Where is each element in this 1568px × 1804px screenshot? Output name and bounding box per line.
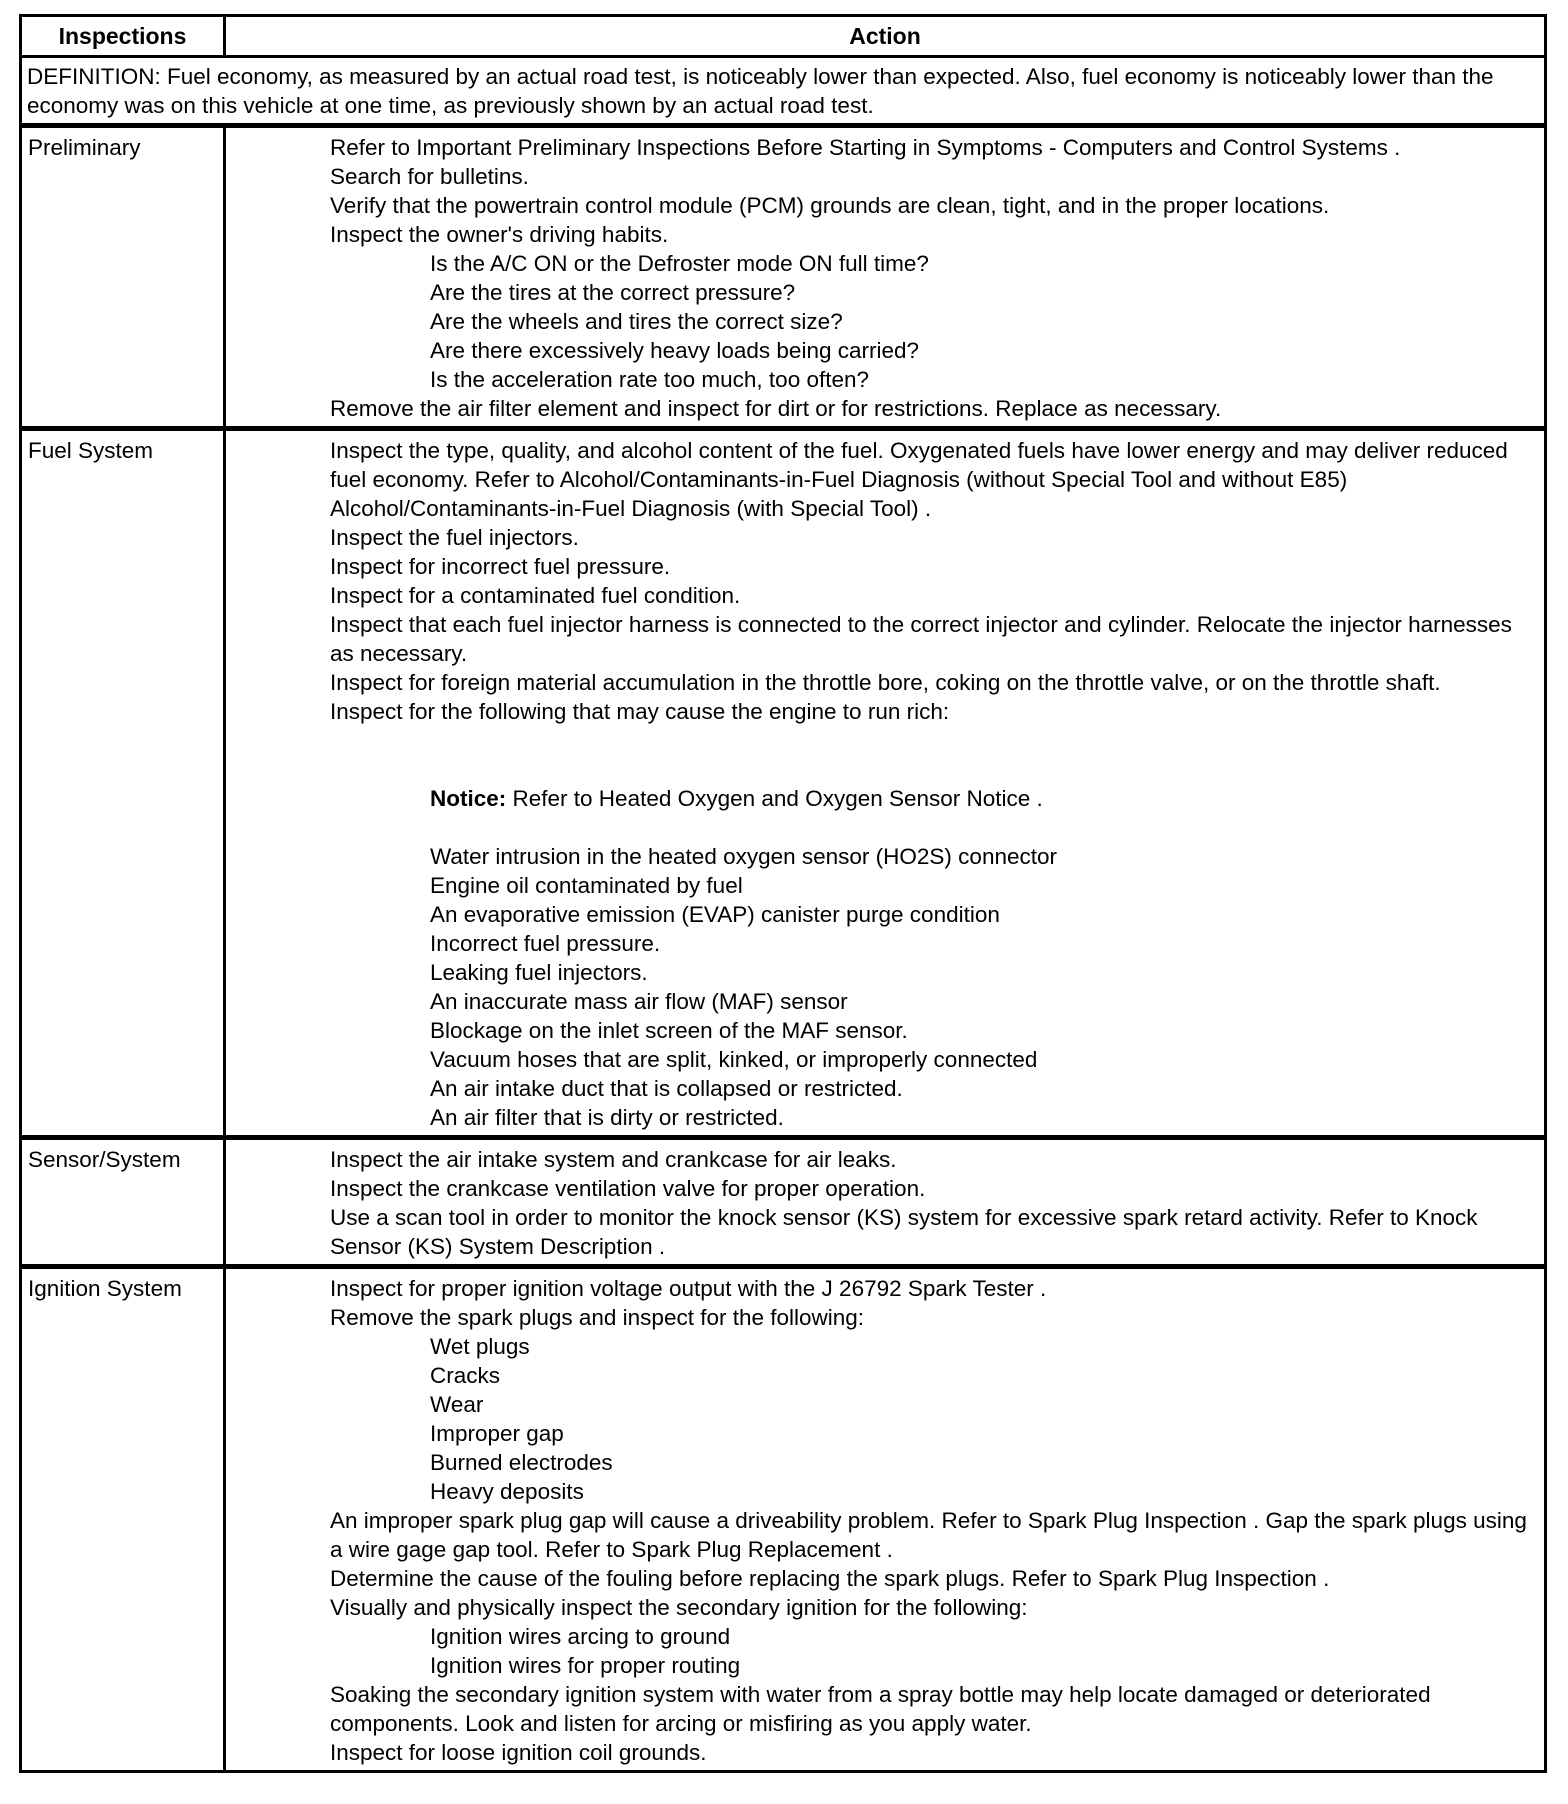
header-inspections: Inspections <box>21 16 225 57</box>
action-line: Inspect for foreign material accumulation in the throttle bore, coking on the throttle valve, or on the throttle shaft. <box>330 670 1441 695</box>
action-line: Refer to Important Preliminary Inspections Before Starting in Symptoms - Computers and Control Systems . <box>330 135 1401 160</box>
action-line: Remove the spark plugs and inspect for the following: <box>330 1305 865 1330</box>
definition-text: DEFINITION: Fuel economy, as measured by an actual road test, is noticeably lower than expected. Also, fuel economy is noticeably lower than the economy was on this vehicle at one time, as previously shown by an actual road test. <box>21 57 1546 126</box>
action-line: Inspect for a contaminated fuel condition. <box>330 583 741 608</box>
action-subline: Water intrusion in the heated oxygen sensor (HO2S) connector <box>430 844 1057 869</box>
action-line: An improper spark plug gap will cause a driveability problem. Refer to Spark Plug Inspection . Gap the spark plugs using a wire gage gap tool. Refer to Spark Plug Replacement . <box>330 1508 1527 1562</box>
action-line: Inspect the fuel injectors. <box>330 525 579 550</box>
notice <box>330 784 1540 813</box>
row-sensor-system <box>21 1138 1546 1267</box>
action-line: Use a scan tool in order to monitor the knock sensor (KS) system for excessive spark retard activity. Refer to Knock Sensor (KS) System Description . <box>330 1205 1478 1259</box>
action-subline: Ignition wires arcing to ground <box>430 1624 731 1649</box>
row-action-preliminary <box>225 126 1546 429</box>
action-subline: Blockage on the inlet screen of the MAF sensor. <box>430 1018 908 1043</box>
row-preliminary <box>21 126 1546 429</box>
action-subline: Improper gap <box>430 1421 564 1446</box>
action-subline: Heavy deposits <box>430 1479 584 1504</box>
action-subline: Is the acceleration rate too much, too often? <box>430 367 870 392</box>
header-row <box>21 16 1546 57</box>
row-fuel-system <box>21 429 1546 1138</box>
row-action-ignition-system <box>225 1267 1546 1772</box>
spacer <box>330 813 1540 842</box>
row-label-fuel-system: Fuel System <box>21 429 225 1138</box>
action-line: Inspect for incorrect fuel pressure. <box>330 554 671 579</box>
action-line: Inspect the owner's driving habits. <box>330 222 669 247</box>
action-subline: Leaking fuel injectors. <box>430 960 648 985</box>
diagnosis-table <box>19 14 1547 1773</box>
action-subline: Vacuum hoses that are split, kinked, or improperly connected <box>430 1047 1038 1072</box>
spacer <box>330 726 1540 784</box>
row-action-fuel-system <box>225 429 1546 1138</box>
action-subline: An air intake duct that is collapsed or restricted. <box>430 1076 903 1101</box>
action-line: Inspect the air intake system and crankcase for air leaks. <box>330 1147 897 1172</box>
notice-text: Refer to Heated Oxygen and Oxygen Sensor Notice . <box>506 786 1043 811</box>
action-line: Inspect for loose ignition coil grounds. <box>330 1740 707 1765</box>
row-ignition-system <box>21 1267 1546 1772</box>
header-action: Action <box>225 16 1546 57</box>
action-subline: Incorrect fuel pressure. <box>430 931 661 956</box>
action-line: Inspect for proper ignition voltage output with the J 26792 Spark Tester . <box>330 1276 1047 1301</box>
action-line: Inspect that each fuel injector harness is connected to the correct injector and cylinder. Relocate the injector harnesses as necessary. <box>330 612 1512 666</box>
action-line: Soaking the secondary ignition system with water from a spray bottle may help locate damaged or deteriorated components. Look and listen for arcing or misfiring as you apply water. <box>330 1682 1431 1736</box>
action-subline: An air filter that is dirty or restricted. <box>430 1105 784 1130</box>
action-subline: An inaccurate mass air flow (MAF) sensor <box>430 989 848 1014</box>
action-subline: Cracks <box>430 1363 501 1388</box>
action-subline: Is the A/C ON or the Defroster mode ON full time? <box>430 251 929 276</box>
action-subline: Are the tires at the correct pressure? <box>430 280 796 305</box>
action-line: Search for bulletins. <box>330 164 529 189</box>
action-line: Verify that the powertrain control module (PCM) grounds are clean, tight, and in the proper locations. <box>330 193 1330 218</box>
row-action-sensor-system <box>225 1138 1546 1267</box>
action-subline: Are the wheels and tires the correct size? <box>430 309 843 334</box>
row-label-ignition-system: Ignition System <box>21 1267 225 1772</box>
action-subline: Ignition wires for proper routing <box>430 1653 741 1678</box>
action-line: Determine the cause of the fouling before replacing the spark plugs. Refer to Spark Plug Inspection . <box>330 1566 1330 1591</box>
action-line: Visually and physically inspect the secondary ignition for the following: <box>330 1595 1028 1620</box>
action-line: Remove the air filter element and inspect for dirt or for restrictions. Replace as necessary. <box>330 396 1222 421</box>
action-subline: Wear <box>430 1392 484 1417</box>
row-label-sensor-system: Sensor/System <box>21 1138 225 1267</box>
action-subline: An evaporative emission (EVAP) canister purge condition <box>430 902 1000 927</box>
action-line: Inspect for the following that may cause the engine to run rich: <box>330 699 950 724</box>
action-line: Inspect the type, quality, and alcohol content of the fuel. Oxygenated fuels have lower energy and may deliver reduced fuel economy. Refer to Alcohol/Contaminants-in-Fuel Diagnosis (without Special Tool and without E85) Alcohol/Contaminants-in-Fuel Diagnosis (with Special Tool) . <box>330 438 1508 521</box>
action-subline: Burned electrodes <box>430 1450 613 1475</box>
action-subline: Wet plugs <box>430 1334 530 1359</box>
row-label-preliminary: Preliminary <box>21 126 225 429</box>
action-subline: Engine oil contaminated by fuel <box>430 873 743 898</box>
action-line: Inspect the crankcase ventilation valve for proper operation. <box>330 1176 926 1201</box>
action-subline: Are there excessively heavy loads being carried? <box>430 338 920 363</box>
notice-label: Notice: <box>430 786 507 811</box>
definition-row <box>21 57 1546 126</box>
